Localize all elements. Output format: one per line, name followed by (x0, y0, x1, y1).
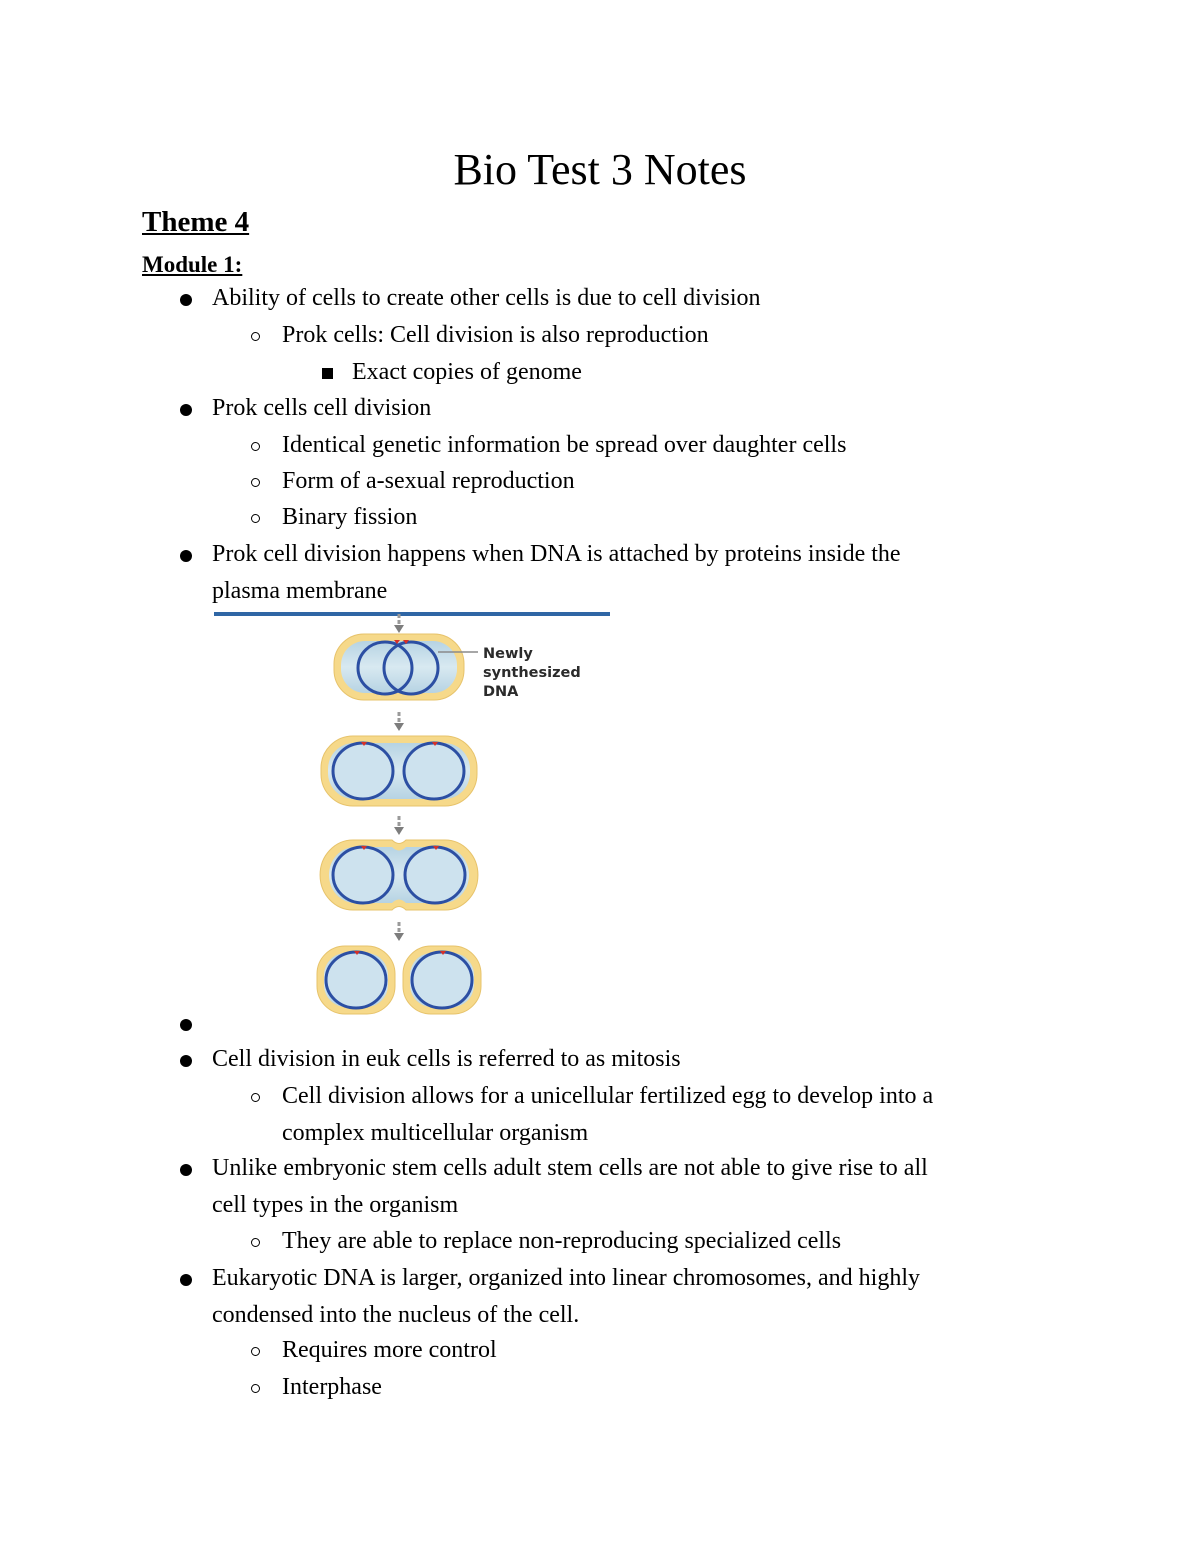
down-arrow-icon (394, 816, 404, 835)
bullet-dot (180, 404, 192, 416)
bullet-dot (180, 1274, 192, 1286)
module-heading: Module 1: (142, 252, 243, 277)
list-item: Eukaryotic DNA is larger, organized into linear chromosomes, and highly (212, 1265, 920, 1291)
down-arrow-icon (394, 614, 404, 633)
figure-label-dna: DNA (483, 684, 519, 700)
list-item: Identical genetic information be spread over daughter cells (282, 432, 847, 458)
bullet-circle (251, 514, 260, 523)
list-item: Prok cells: Cell division is also reproduction (282, 322, 709, 348)
list-item: Prok cells cell division (212, 395, 432, 421)
figure-label-newly: Newly (483, 646, 533, 662)
list-item: Cell division in euk cells is referred to as mitosis (212, 1046, 681, 1072)
page-title: Bio Test 3 Notes (453, 145, 747, 194)
bullet-square (322, 368, 333, 379)
bullet-circle (251, 1347, 260, 1356)
bullet-circle (251, 1093, 260, 1102)
bullet-circle (251, 478, 260, 487)
theme-heading: Theme 4 (142, 206, 250, 238)
list-item-continuation: plasma membrane (212, 578, 388, 604)
list-item: Requires more control (282, 1337, 497, 1363)
list-item: Unlike embryonic stem cells adult stem cells are not able to give rise to all (212, 1155, 928, 1181)
bullet-dot (180, 1164, 192, 1176)
stage-4-daughter-cells (317, 946, 481, 1014)
bullet-circle (251, 1238, 260, 1247)
bullet-circle (251, 442, 260, 451)
list-item: They are able to replace non-reproducing specialized cells (282, 1228, 842, 1254)
list-item: Form of a-sexual reproduction (282, 468, 575, 494)
list-item: Ability of cells to create other cells is due to cell division (212, 285, 761, 311)
list-item: Binary fission (282, 504, 418, 530)
list-item: Exact copies of genome (352, 359, 582, 385)
list-item-continuation: condensed into the nucleus of the cell. (212, 1302, 580, 1328)
stage-2-cell (321, 736, 477, 806)
binary-fission-figure (310, 614, 610, 1018)
bullet-dot-empty (180, 1019, 192, 1031)
bullet-dot (180, 294, 192, 306)
list-item: Prok cell division happens when DNA is attached by proteins inside the (212, 541, 901, 567)
list-item-continuation: complex multicellular organism (282, 1120, 589, 1146)
list-item: Cell division allows for a unicellular fertilized egg to develop into a (282, 1083, 934, 1109)
list-item-continuation: cell types in the organism (212, 1192, 459, 1218)
bullet-dot (180, 550, 192, 562)
bullet-circle (251, 332, 260, 341)
list-item: Interphase (282, 1374, 382, 1400)
figure-label-synthesized: synthesized (483, 665, 581, 681)
bullet-circle (251, 1384, 260, 1393)
stage-3-cell (320, 840, 478, 910)
down-arrow-icon (394, 712, 404, 731)
down-arrow-icon (394, 922, 404, 941)
stage-1-cell (334, 634, 478, 700)
bullet-dot (180, 1055, 192, 1067)
